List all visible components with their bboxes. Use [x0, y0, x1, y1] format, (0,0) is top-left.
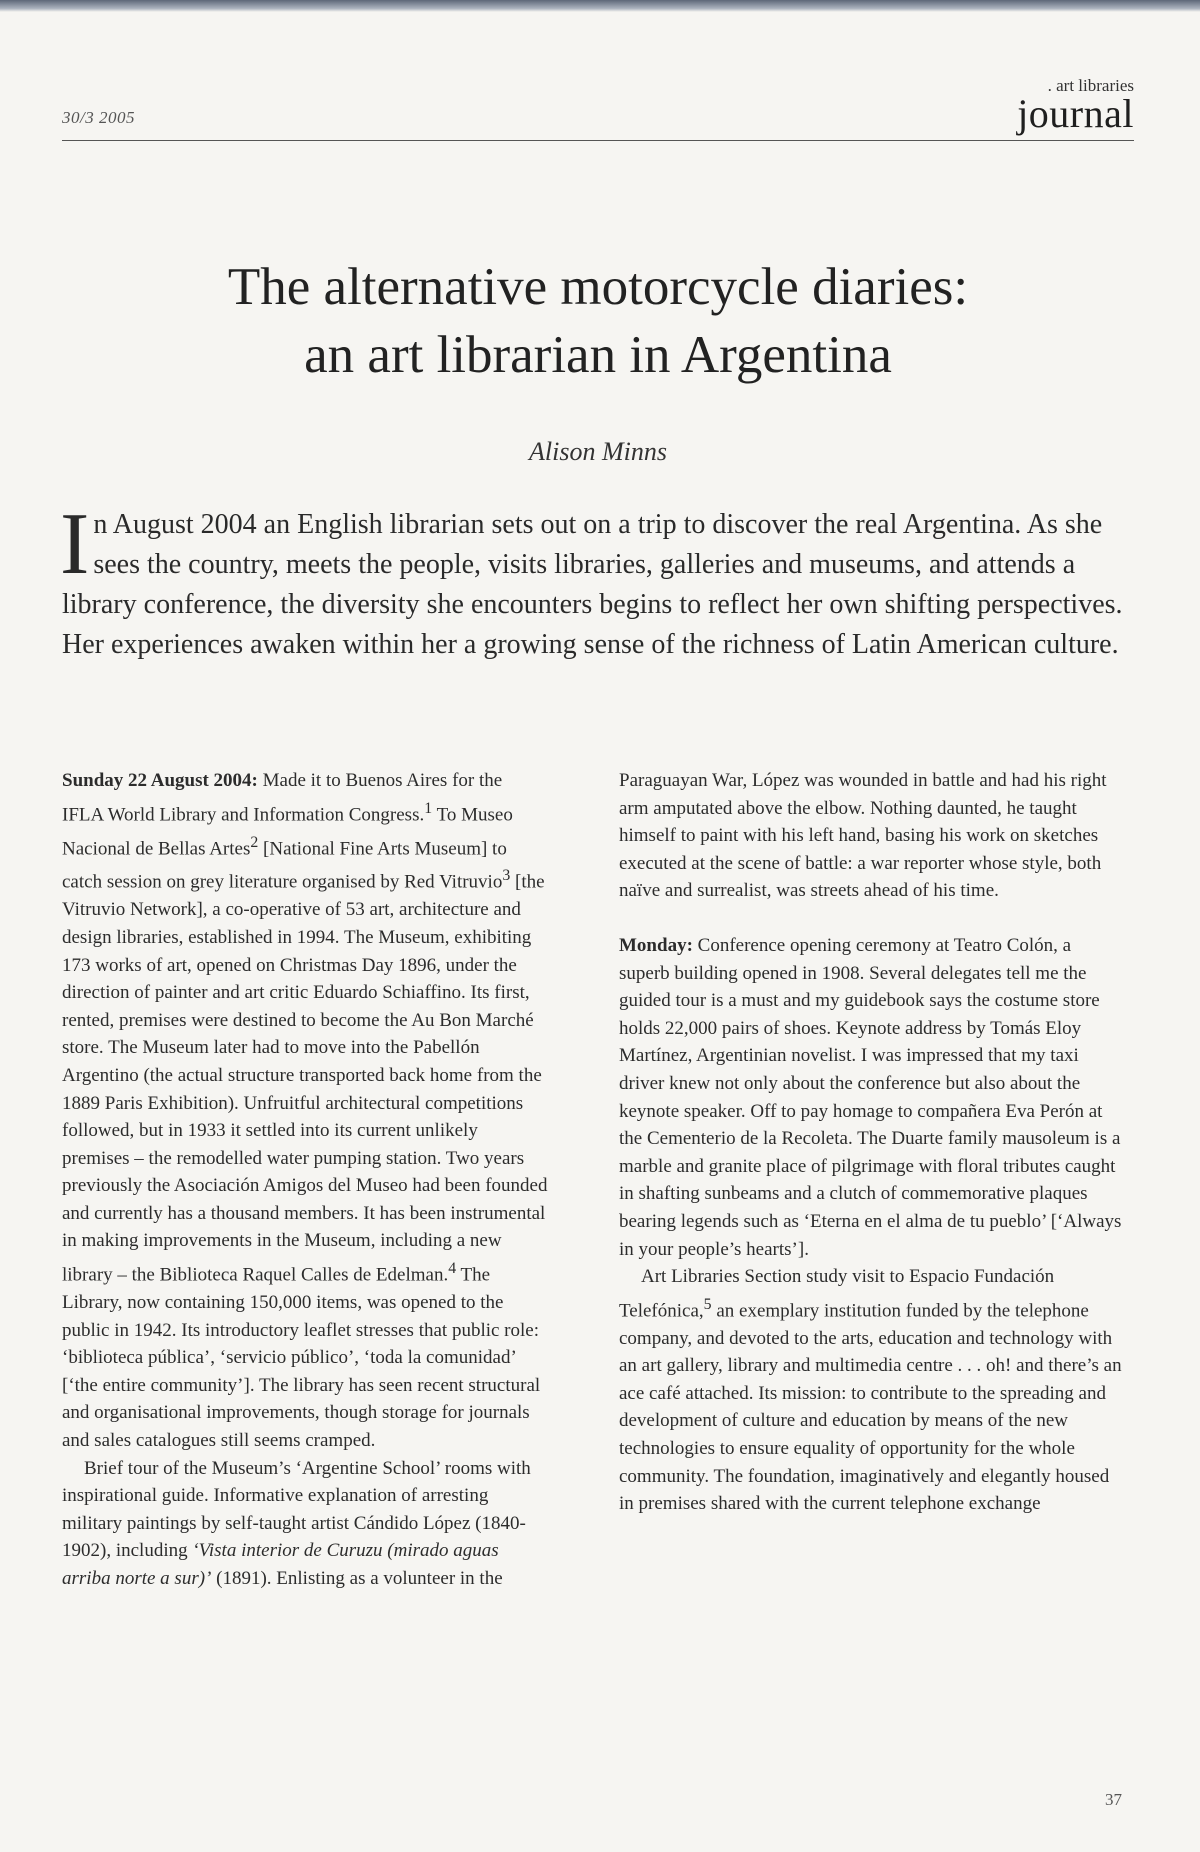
left-column: [62, 767, 548, 1593]
article-title: [62, 253, 1134, 389]
article-author: Alison Minns: [529, 437, 667, 466]
paragraph: Art Libraries Section study visit to Espacio Fundación Telefónica,$^5$ an exemplary institution funded by the telephone company, and devoted to the arts, education and technology with an art gallery, library and multimedia centre . . . oh! and there’s an ace café attached. Its mission: to contribute to the spreading and development of culture and education by means of the new technologies to ensure equality of opportunity for the whole community. The foundation, imaginatively and elegantly housed in premises shared with the current telephone exchange: [619, 1266, 1122, 1515]
footnote-ref[interactable]: 5: [703, 1295, 712, 1313]
footnote-ref[interactable]: 1: [424, 799, 433, 817]
footnote-ref[interactable]: 3: [502, 867, 511, 885]
abstract-text: n August 2004 an English librarian sets out on a trip to discover the real Argentina. As she sees the country, meets the people, visits libraries, galleries and museums, and attends a library conference, the diversity she encounters begins to reflect her own shifting perspectives. Her experiences awaken within her a growing sense of the richness of Latin American culture.: [62, 509, 1123, 660]
issue-number: 30/3 2005: [62, 108, 135, 127]
entry-date: Monday:: [619, 934, 693, 956]
artwork-title: ‘Vista interior de Curuzu (mirado aguas arriba norte a sur)’: [62, 1540, 499, 1589]
journal-masthead: [1017, 77, 1134, 134]
right-column: [619, 767, 1122, 1518]
footnote-ref[interactable]: 4: [448, 1260, 457, 1278]
paragraph: Monday: Conference opening ceremony at Teatro Colón, a superb building opened in 1908. Several delegates tell me the guided tour is a must and my guidebook says the costume store holds 22,000 pairs of shoes. Keynote address by Tomás Eloy Martínez, Argentinian novelist. I was impressed that my taxi driver knew not only about the conference but also about the keynote speaker. Off to pay homage to compañera Eva Perón at the Cementerio de la Recoleta. The Duarte family mausoleum is a marble and granite place of pilgrimage with floral tributes caught in shafting sunbeams and a clutch of commemorative plaques bearing legends such as ‘Eterna en el alma de tu pueblo’ [‘Always in your people’s hearts’].: [619, 934, 1122, 1260]
running-header: [62, 78, 1134, 141]
article-abstract: [60, 496, 1142, 665]
drop-cap: I: [60, 496, 90, 593]
scan-top-edge: [0, 0, 1200, 12]
paragraph: Paraguayan War, López was wounded in battle and had his right arm amputated above the elbow. Nothing daunted, he taught himself to paint with his left hand, basing his work on sketches executed at the scene of battle: a war reporter whose style, both naïve and surrealist, was streets ahead of his time.: [619, 770, 1107, 902]
masthead-small: . art libraries: [1047, 76, 1134, 95]
entry-date: Sunday 22 August 2004:: [62, 770, 258, 791]
title-line-1: The alternative motorcycle diaries:: [227, 258, 969, 316]
masthead-big: journal: [1017, 91, 1134, 136]
paragraph: Brief tour of the Museum’s ‘Argentine School’ rooms with inspirational guide. Informative explanation of arresting military paintings by self-taught artist Cándido López (1840-1902), including ‘Vista interior de Curuzu (mirado aguas arriba norte a sur)’ (1891). Enlisting as a volunteer in the: [62, 1457, 531, 1589]
paragraph: Sunday 22 August 2004: Made it to Buenos Aires for the IFLA World Library and Information Congress.$^1$ To Museo Nacional de Bellas Artes$^2$ [National Fine Arts Museum] to catch session on grey literature organised by Red Vitruvio$^3$ [the Vitruvio Network], a co-operative of 53 art, architecture and design libraries, established in 1994. The Museum, exhibiting 173 works of art, opened on Christmas Day 1896, under the direction of painter and art critic Eduardo Schiaffino. Its first, rented, premises were destined to become the Au Bon Marché store. The Museum later had to move into the Pabellón Argentino (the actual structure transported back home from the 1889 Paris Exhibition). Unfruitful architectural competitions followed, but in 1933 it settled into its current unlikely premises – the remodelled water pumping station. Two years previously the Asociación Amigos del Museo had been founded and currently has a thousand members. It has been instrumental in making improvements in the Museum, including a new library – the Biblioteca Raquel Calles de Edelman.$^4$ The Library, now containing 150,000 items, was opened to the public in 1942. Its introductory leaflet stresses that public role: ‘biblioteca pública’, ‘servicio público’, ‘toda la comunidad’ [‘the entire community’]. The library has seen recent structural and organisational improvements, though storage for journals and sales catalogues still seems cramped.: [62, 770, 548, 1451]
footnote-ref[interactable]: 2: [250, 833, 259, 851]
page-number: 37: [1105, 1790, 1122, 1809]
title-line-2: an art librarian in Argentina: [304, 326, 892, 384]
